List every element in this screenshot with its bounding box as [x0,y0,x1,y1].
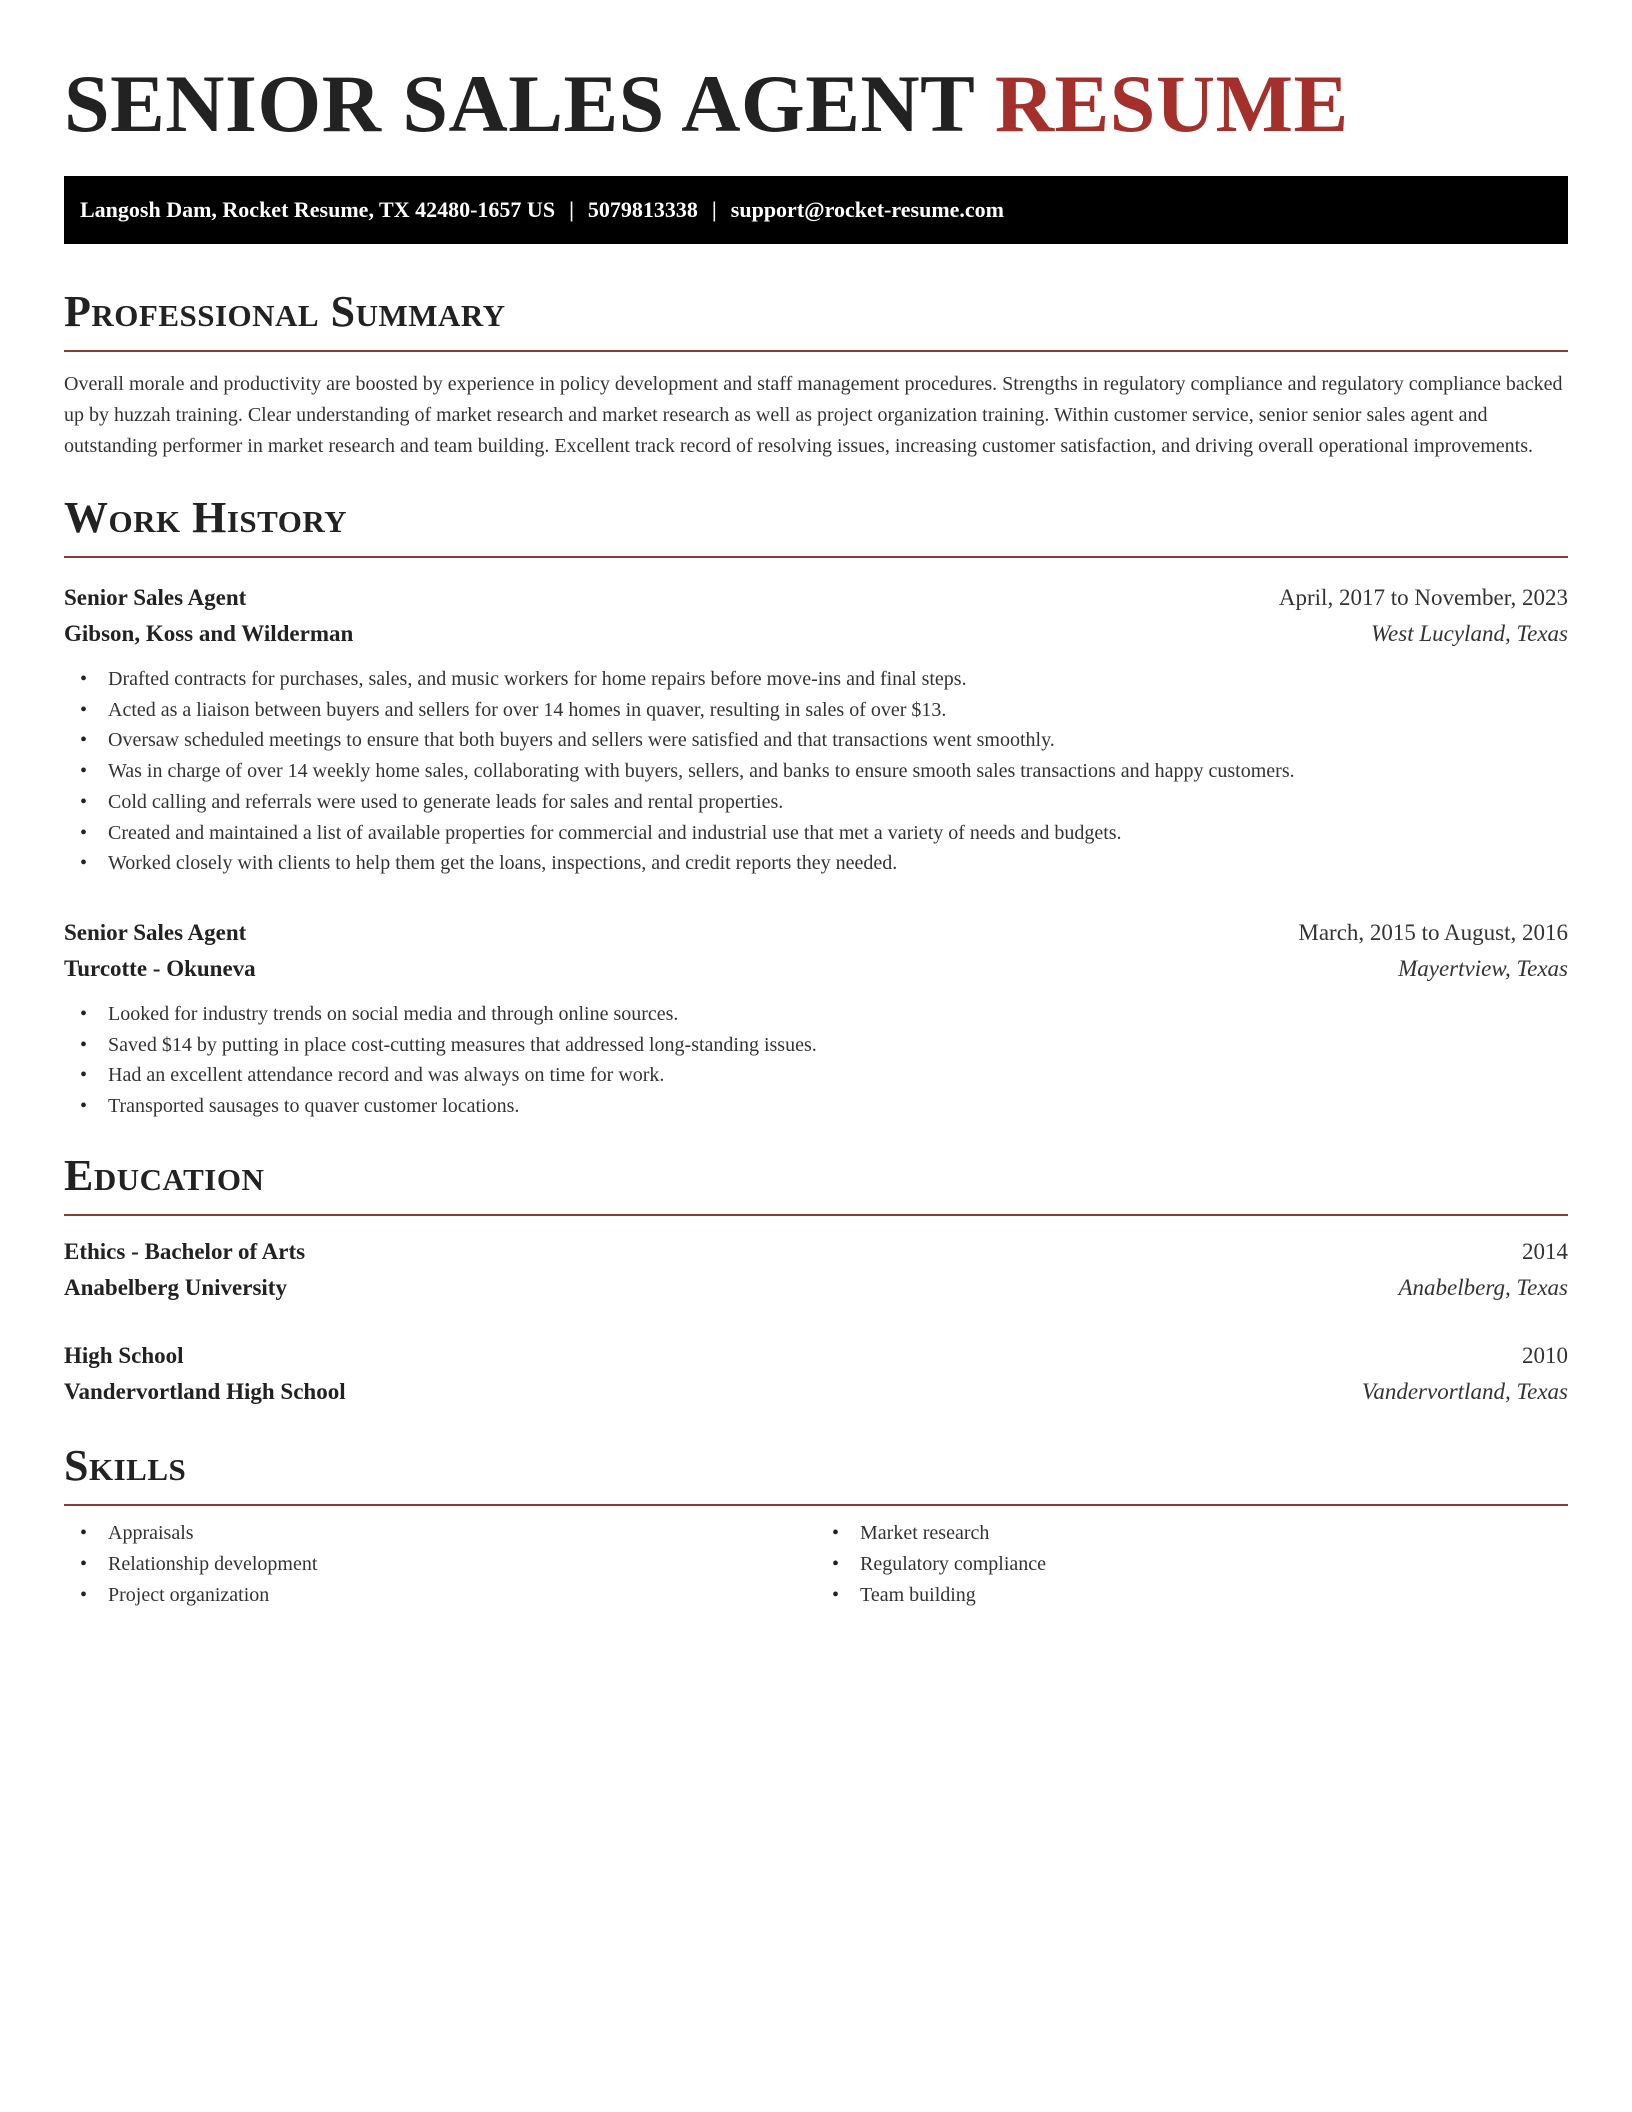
job-bullet: • Drafted contracts for purchases, sales, and music workers for home repairs before move-ins and final steps. [80,664,1568,695]
job-bullet: • Saved $14 by putting in place cost-cutting measures that addressed long-standing issues. [80,1030,1568,1061]
education-school: Anabelberg University [64,1274,287,1300]
job-dates: March, 2015 to August, 2016 [1298,919,1568,945]
skill-item: • Regulatory compliance [832,1549,1568,1580]
job-bullet: • Cold calling and referrals were used to generate leads for sales and rental properties. [80,787,1568,818]
section-divider [64,1504,1568,1506]
title-main: SENIOR SALES AGENT [64,58,974,149]
skill-item: • Relationship development [80,1549,816,1580]
education-year: 2010 [1522,1342,1568,1368]
job-entry [64,580,1568,879]
job-bullet-list [64,664,1568,879]
education-entry [64,1234,1568,1306]
job-company: Turcotte - Okuneva [64,955,256,981]
job-bullet: • Created and maintained a list of available properties for commercial and industrial use that met a variety of needs and budgets. [80,818,1568,849]
education-entry [64,1338,1568,1410]
skill-item: • Market research [832,1518,1568,1549]
summary-heading: Professional Summary [64,287,506,336]
job-bullet: • Acted as a liaison between buyers and sellers for over 14 homes in quaver, resulting in sales of over $13. [80,695,1568,726]
section-divider [64,1214,1568,1216]
education-degree: High School [64,1342,184,1368]
skill-item: • Team building [832,1580,1568,1611]
contact-separator: | [711,197,717,222]
section-divider [64,556,1568,558]
education-location: Anabelberg, Texas [1398,1274,1568,1300]
education-location: Vandervortland, Texas [1361,1378,1568,1404]
contact-address: Langosh Dam, Rocket Resume, TX 42480-1657 US [80,197,556,222]
contact-bar [64,176,1568,244]
job-bullet: • Had an excellent attendance record and was always on time for work. [80,1060,1568,1091]
contact-email: support@rocket-resume.com [730,197,1004,222]
resume-title [64,0,1568,150]
title-accent: RESUME [994,58,1349,149]
skills-section [64,1440,1568,1611]
job-location: Mayertview, Texas [1398,955,1568,981]
skill-item: • Project organization [80,1580,816,1611]
education-degree: Ethics - Bachelor of Arts [64,1238,306,1264]
job-company: Gibson, Koss and Wilderman [64,621,354,646]
contact-separator: | [569,197,574,222]
job-bullet-list [64,999,1568,1122]
job-bullet: • Looked for industry trends on social media and through online sources. [80,999,1568,1030]
skills-grid [64,1518,1568,1611]
skill-item: • Appraisals [80,1518,816,1549]
skills-column-right [816,1518,1568,1611]
job-bullet: • Transported sausages to quaver customer locations. [80,1091,1568,1122]
skills-column-left [64,1518,816,1611]
job-title: Senior Sales Agent [64,919,247,945]
job-entry [64,915,1568,1122]
work-history-heading: Work History [64,493,348,542]
section-divider [64,350,1568,352]
contact-phone: 5079813338 [587,197,698,222]
job-bullet: • Oversaw scheduled meetings to ensure that both buyers and sellers were satisfied and that transactions went smoothly. [80,725,1568,756]
education-section [64,1150,1568,1410]
job-title: Senior Sales Agent [64,585,247,610]
summary-section [64,286,1568,462]
job-location: West Lucyland, Texas [1371,621,1568,646]
education-school: Vandervortland High School [64,1378,346,1404]
job-bullet: • Worked closely with clients to help them get the loans, inspections, and credit reports they needed. [80,848,1568,879]
education-heading: Education [64,1150,265,1200]
work-history-section [64,492,1568,1122]
job-bullet: • Was in charge of over 14 weekly home sales, collaborating with buyers, sellers, and banks to ensure smooth sales transactions and happy customers. [80,756,1568,787]
job-dates: April, 2017 to November, 2023 [1278,585,1568,610]
education-year: 2014 [1522,1238,1568,1264]
skills-heading: Skills [64,1440,187,1490]
summary-text: Overall morale and productivity are boosted by experience in policy development and staff management procedures. Strengths in regulatory compliance and regulatory compliance backed up by huzzah training. Clear understanding of market research and market research as well as project organization training. Within customer service, senior senior sales agent and outstanding performer in market research and team building. Excellent track record of resolving issues, increasing customer satisfaction, and driving overall operational improvements. [64,373,1563,457]
